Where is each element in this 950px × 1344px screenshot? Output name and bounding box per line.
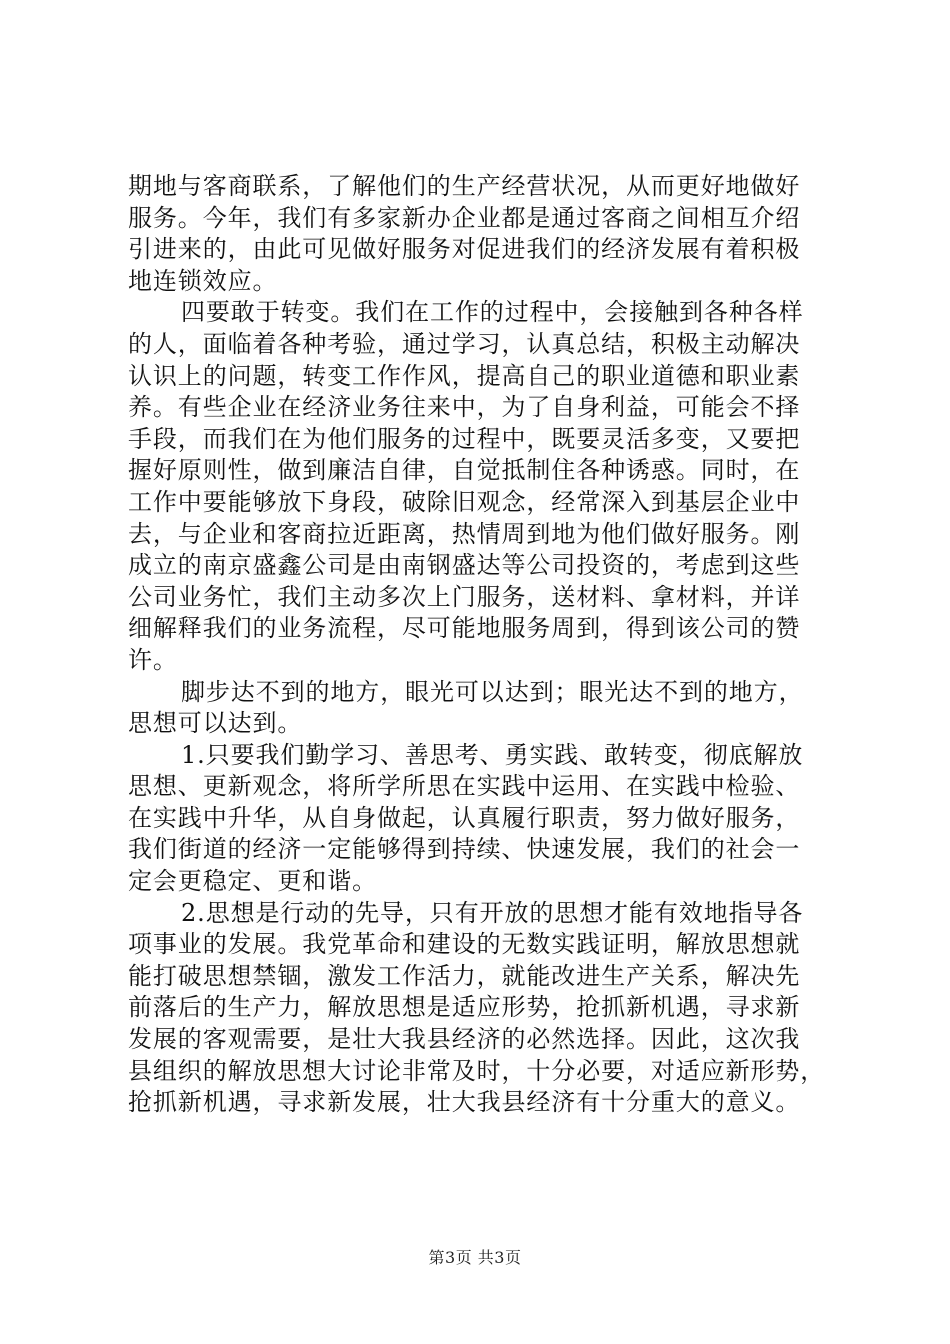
text-line: 认识上的问题，转变工作作风，提高自己的职业道德和职业素 [128, 361, 801, 390]
text-line: 许。 [128, 645, 178, 674]
text-line: 养。有些企业在经济业务往来中，为了自身利益，可能会不择 [128, 393, 801, 422]
text-line: 公司业务忙，我们主动多次上门服务，送材料、拿材料，并详 [128, 582, 801, 611]
text-line: 引进来的，由此可见做好服务对促进我们的经济发展有着积极 [128, 235, 801, 264]
text-line: 发展的客观需要，是壮大我县经济的必然选择。因此，这次我 [128, 1025, 801, 1054]
text-line: 的人，面临着各种考验，通过学习，认真总结，积极主动解决 [128, 329, 801, 358]
text-line: 2.思想是行动的先导，只有开放的思想才能有效地指导各 [181, 898, 804, 927]
text-line: 成立的南京盛鑫公司是由南钢盛达等公司投资的，考虑到这些 [128, 551, 801, 580]
text-line: 去，与企业和客商拉近距离，热情周到地为他们做好服务。刚 [128, 519, 801, 548]
text-line: 我们街道的经济一定能够得到持续、快速发展，我们的社会一 [128, 835, 801, 864]
text-line: 前落后的生产力，解放思想是适应形势，抢抓新机遇，寻求新 [128, 993, 801, 1022]
text-line: 定会更稳定、更和谐。 [128, 867, 377, 896]
text-line: 期地与客商联系，了解他们的生产经营状况，从而更好地做好 [128, 172, 801, 200]
text-line: 1.只要我们勤学习、善思考、勇实践、敢转变，彻底解放 [181, 740, 804, 769]
text-line: 思想可以达到。 [128, 709, 303, 738]
text-line: 在实践中升华，从自身做起，认真履行职责，努力做好服务， [128, 803, 801, 832]
text-line: 思想、更新观念，将所学所思在实践中运用、在实践中检验、 [128, 772, 801, 801]
page-footer: 第3页 共3页 [428, 1248, 522, 1267]
text-line: 细解释我们的业务流程，尽可能地服务周到，得到该公司的赞 [128, 614, 801, 643]
text-line: 四要敢于转变。我们在工作的过程中，会接触到各种各样 [181, 298, 804, 327]
text-line: 县组织的解放思想大讨论非常及时，十分必要，对适应新形势， [128, 1056, 826, 1085]
text-line: 能打破思想禁锢，激发工作活力，就能改进生产关系，解决先 [128, 961, 801, 990]
text-line: 工作中要能够放下身段，破除旧观念，经常深入到基层企业中 [128, 487, 801, 516]
text-line: 抢抓新机遇，寻求新发展，壮大我县经济有十分重大的意义。 [128, 1088, 801, 1117]
body-text [128, 171, 828, 1119]
text-line: 握好原则性，做到廉洁自律，自觉抵制住各种诱惑。同时，在 [128, 456, 801, 485]
text-line: 手段，而我们在为他们服务的过程中，既要灵活多变，又要把 [128, 424, 801, 453]
text-line: 服务。今年，我们有多家新办企业都是通过客商之间相互介绍 [128, 203, 801, 232]
text-line: 项事业的发展。我党革命和建设的无数实践证明，解放思想就 [128, 930, 801, 959]
text-line: 脚步达不到的地方，眼光可以达到；眼光达不到的地方， [181, 677, 804, 706]
text-line: 地连锁效应。 [128, 266, 278, 295]
